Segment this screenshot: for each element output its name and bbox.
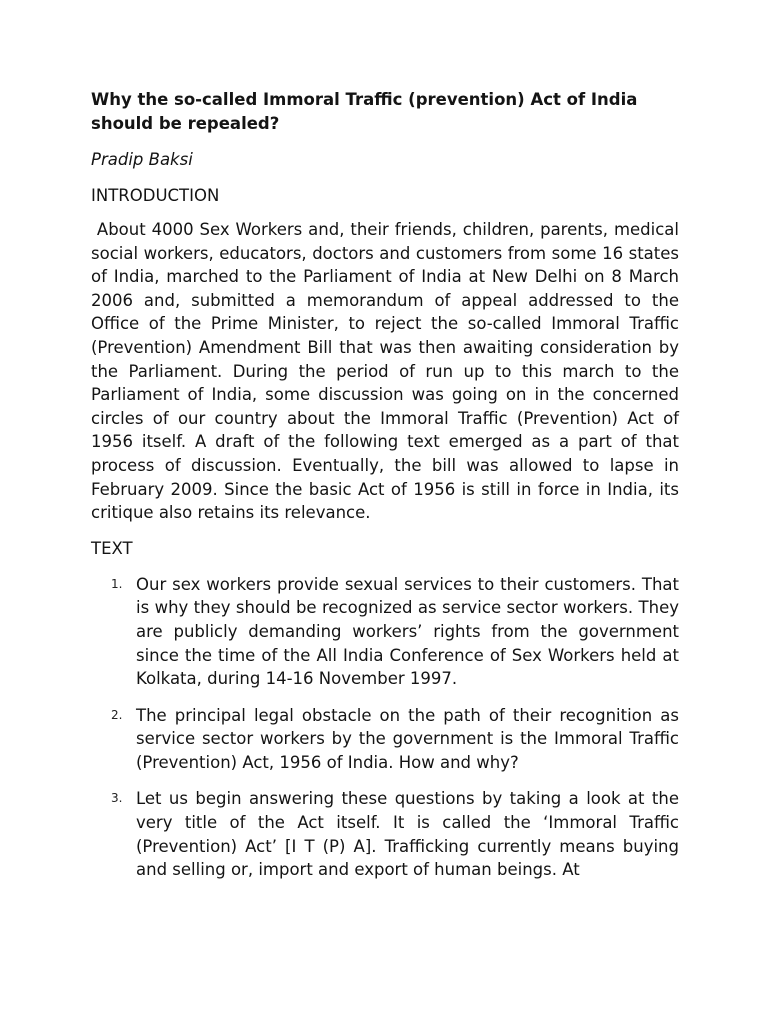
list-item-number: 3. — [111, 791, 123, 806]
author-name: Pradip Baksi — [91, 150, 193, 169]
list-item-text: Our sex workers provide sexual services to their customers. That is why they should be recognized as service sector workers. They are publicly demanding workers’ rights from the government since the time of the All India Conference of Sex Workers held at Kolkata, during 14-16 November 1997. — [136, 574, 679, 689]
list-item — [91, 787, 679, 881]
list-item — [91, 573, 679, 691]
numbered-list — [91, 573, 679, 882]
list-item-text: The principal legal obstacle on the path of their recognition as service sector workers by the government is the Immoral Traffic (Prevention) Act, 1956 of India. How and why? — [136, 705, 679, 772]
list-item-text: Let us begin answering these questions by taking a look at the very title of the Act itself. It is called the ‘Immoral Traffic (Prevention) Act’ [I T (P) A]. Trafficking currently means buying and selling or, import and export of human beings. At — [136, 789, 679, 880]
list-item — [91, 704, 679, 775]
introduction-paragraph: About 4000 Sex Workers and, their friends, children, parents, medical social workers, educators, doctors and customers from some 16 states of India, marched to the Parliament of India at New Delhi on 8 March 2006 and, submitted a memorandum of appeal addressed to the Office of the Prime Minister, to reject the so-called Immoral Traffic (Prevention) Amendment Bill that was then awaiting consideration by the Parliament. During the period of run up to this march to the Parliament of India, some discussion was going on in the concerned circles of our country about the Immoral Traffic (Prevention) Act of 1956 itself. A draft of the following text emerged as a part of that process of discussion. Eventually, the bill was allowed to lapse in February 2009. Since the basic Act of 1956 is still in force in India, its critique also retains its relevance. — [91, 220, 679, 523]
section-heading-introduction: INTRODUCTION — [91, 186, 220, 205]
list-item-number: 1. — [111, 576, 123, 591]
document-title: Why the so-called Immoral Traffic (prevention) Act of India should be repealed? — [91, 90, 638, 133]
document-page — [91, 88, 679, 895]
list-item-number: 2. — [111, 707, 123, 722]
section-heading-text: TEXT — [91, 538, 133, 558]
